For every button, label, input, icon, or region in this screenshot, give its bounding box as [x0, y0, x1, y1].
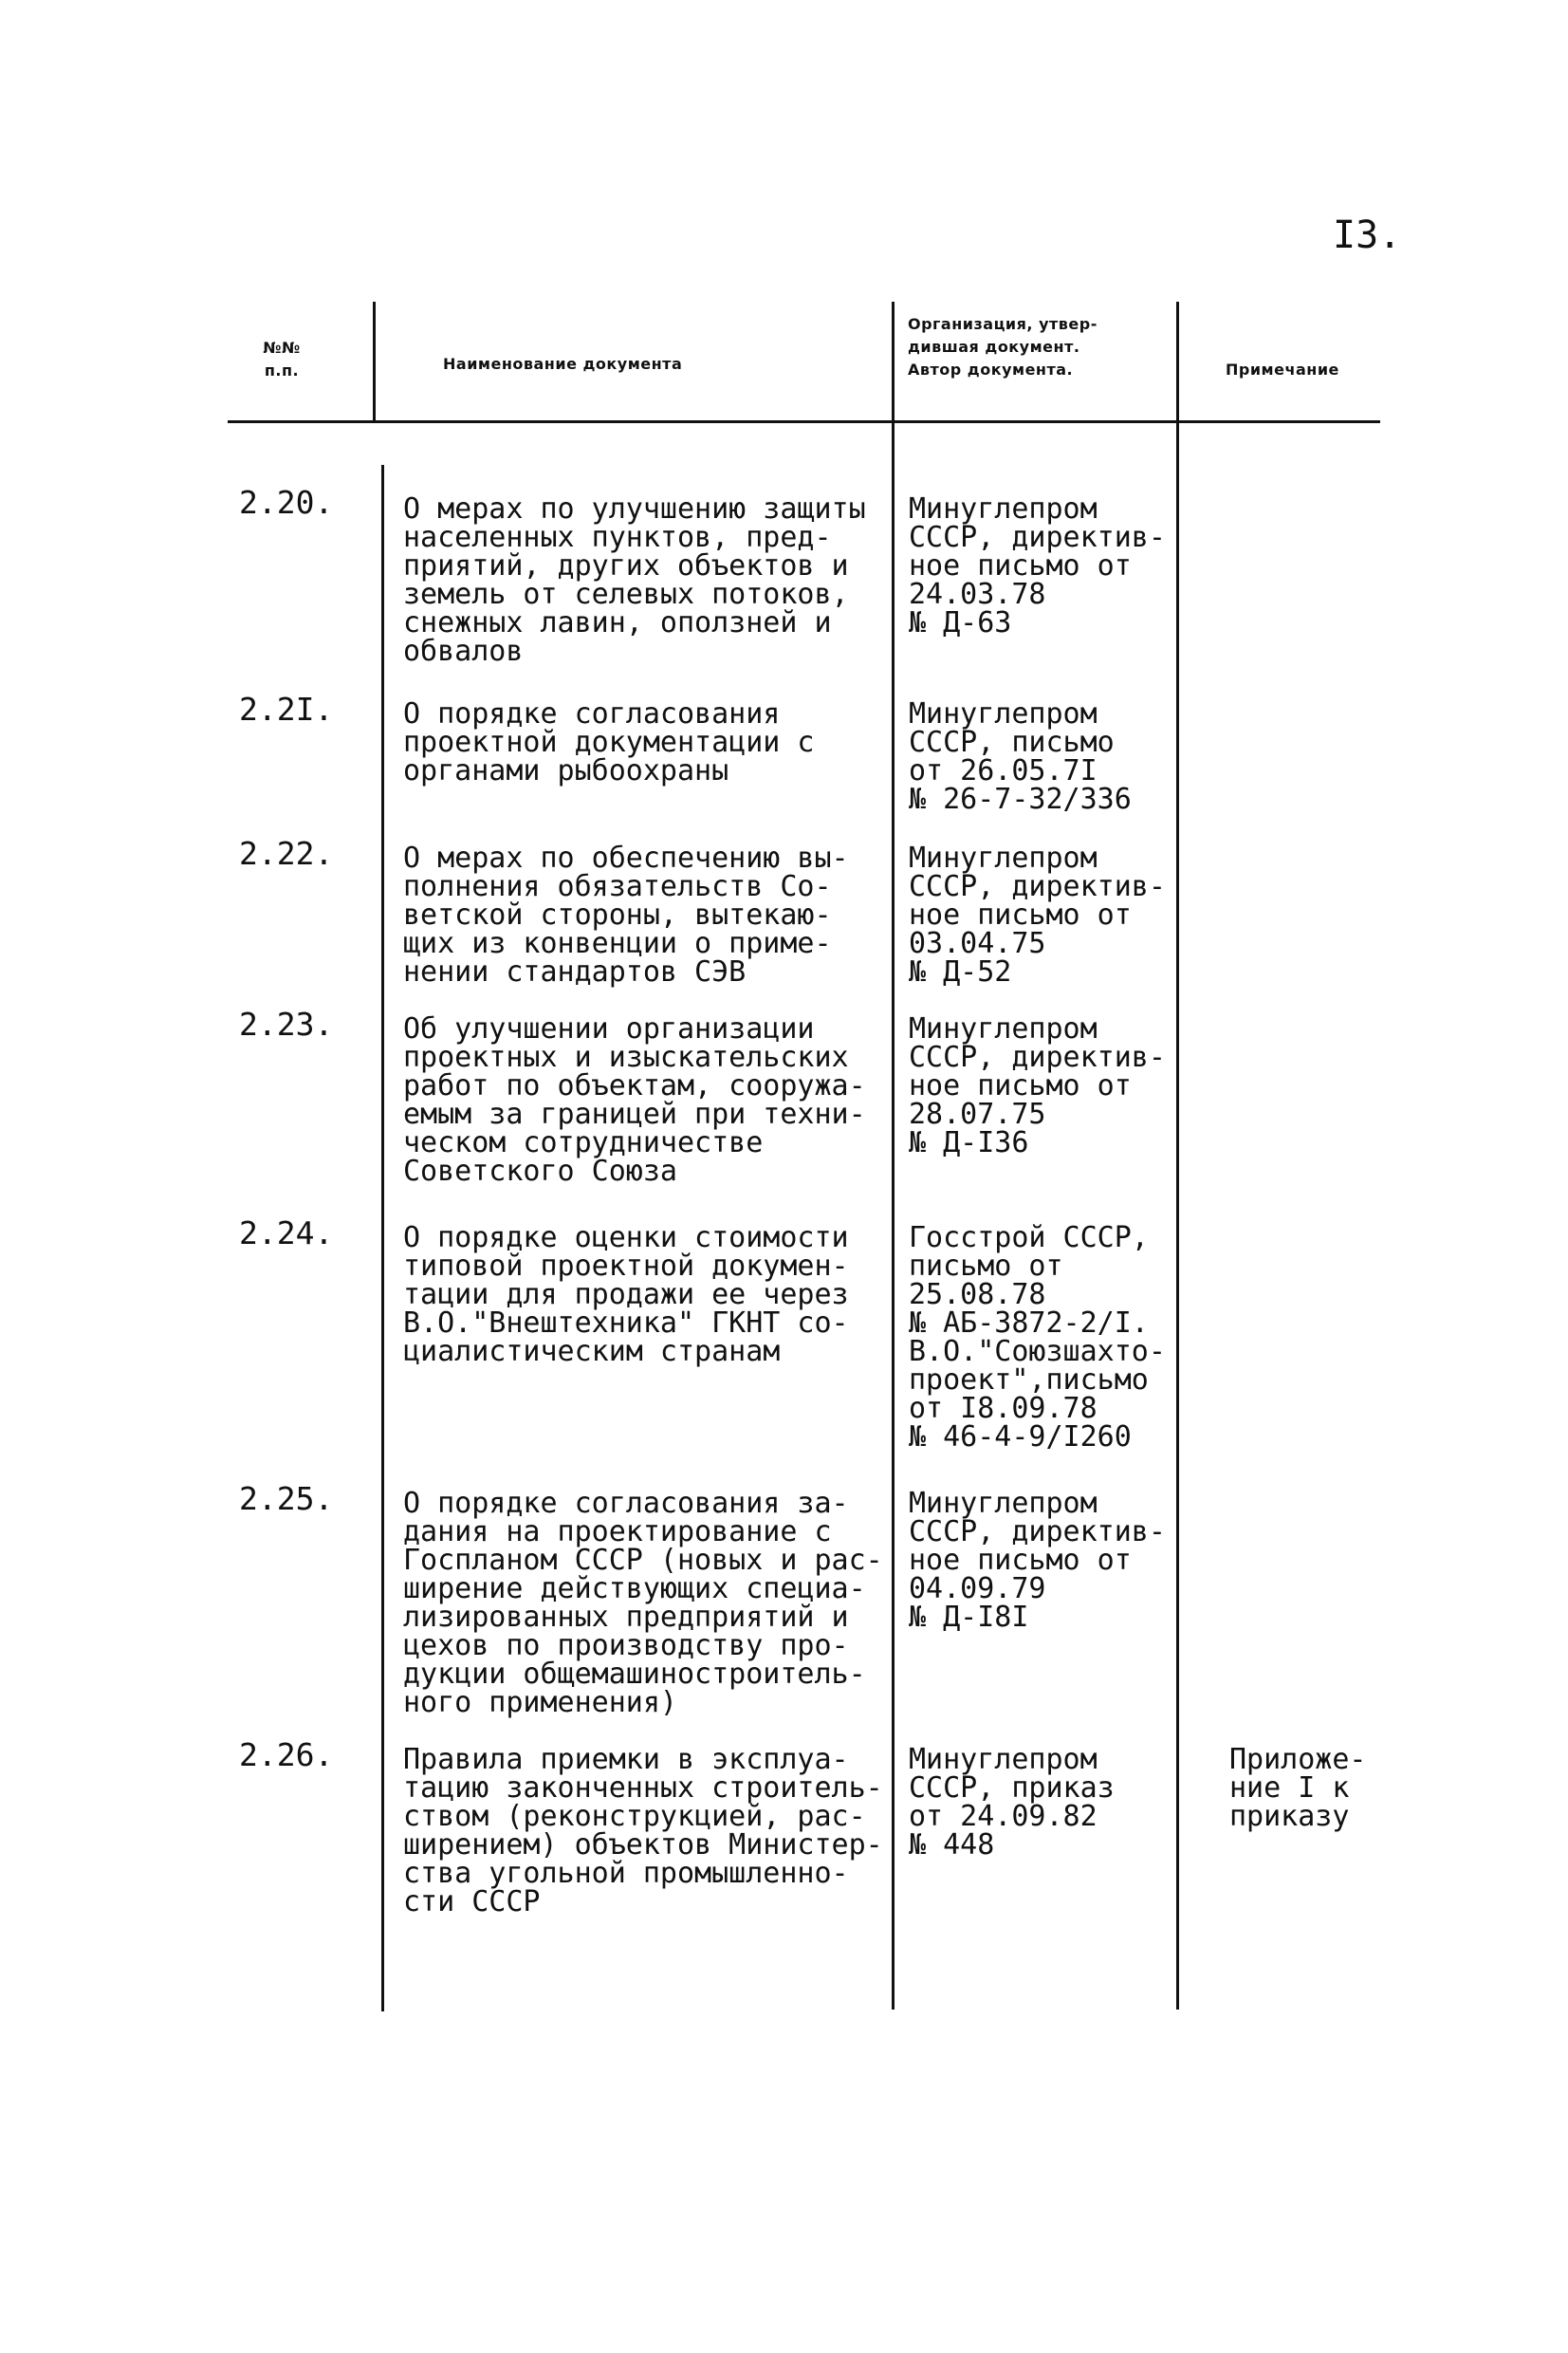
header-col-doc: Наименование документа: [443, 355, 683, 373]
column-divider-1: [373, 302, 376, 423]
document-title: О порядке оценки стоимости типовой проектной докумен- тации для продажи ее через В.О."Внештехника" ГКНТ со- циалистическим странам: [403, 1221, 849, 1368]
document-title: Об улучшении организации проектных и изыскательских работ по объектам, сооружа- емым за границей при техни- ческом сотрудничестве Советского Союза: [403, 1012, 866, 1188]
document-title: О порядке согласования проектной документации с органами рыбоохраны: [403, 697, 815, 787]
header-col-note: Примечание: [1226, 361, 1339, 379]
page-number: I3.: [1333, 213, 1402, 257]
document-title: О мерах по обеспечению вы- полнения обязательств Со- ветской стороны, вытекаю- щих из конвенции о приме- нении стандартов СЭВ: [403, 842, 849, 989]
doc-column-rule: [381, 465, 384, 2011]
row-number: 2.25.: [239, 1480, 334, 1517]
document-title: О порядке согласования за- дания на проектирование с Госпланом СССР (новых и рас- ширение действующих специа- лизированных предприятий и цехов по производству про- дукции общемашиностроитель- ного применения): [403, 1487, 883, 1719]
header-col-org: Организация, утвер- дившая документ. Автор документа.: [908, 315, 1098, 379]
header-col-num: №№ п.п.: [263, 339, 301, 380]
document-organization: Минуглепром СССР, директив- ное письмо от 28.07.75 № Д-I36: [909, 1012, 1166, 1159]
row-number: 2.2I.: [239, 691, 334, 728]
header-rule: [228, 420, 1380, 423]
row-number: 2.26.: [239, 1736, 334, 1773]
document-organization: Минуглепром СССР, приказ от 24.09.82 № 448: [909, 1743, 1115, 1862]
document-organization: Минуглепром СССР, письмо от 26.05.7I № 26-7-32/336: [909, 697, 1132, 816]
document-title: О мерах по улучшению защиты населенных пунктов, пред- приятий, других объектов и земель от селевых потоков, снежных лавин, оползней и обвалов: [403, 492, 866, 668]
document-title: Правила приемки в эксплуа- тацию законченных строитель- ством (реконструкцией, рас- ширением) объектов Министер- ства угольной промышленно- сти СССР: [403, 1743, 883, 1918]
row-number: 2.23.: [239, 1006, 334, 1043]
document-organization: Минуглепром СССР, директив- ное письмо от 04.09.79 № Д-I8I: [909, 1487, 1166, 1634]
document-organization: Минуглепром СССР, директив- ное письмо от 24.03.78 № Д-63: [909, 492, 1166, 639]
document-organization: Минуглепром СССР, директив- ное письмо от 03.04.75 № Д-52: [909, 842, 1166, 989]
document-note: Приложе- ние I к приказу: [1229, 1743, 1367, 1833]
document-organization: Госстрой СССР, письмо от 25.08.78 № АБ-3872-2/I. В.О."Союзшахто- проект",письмо от I8.09.78 № 46-4-9/I260: [909, 1221, 1166, 1454]
row-number: 2.20.: [239, 484, 334, 521]
row-number: 2.22.: [239, 835, 334, 872]
row-number: 2.24.: [239, 1214, 334, 1251]
